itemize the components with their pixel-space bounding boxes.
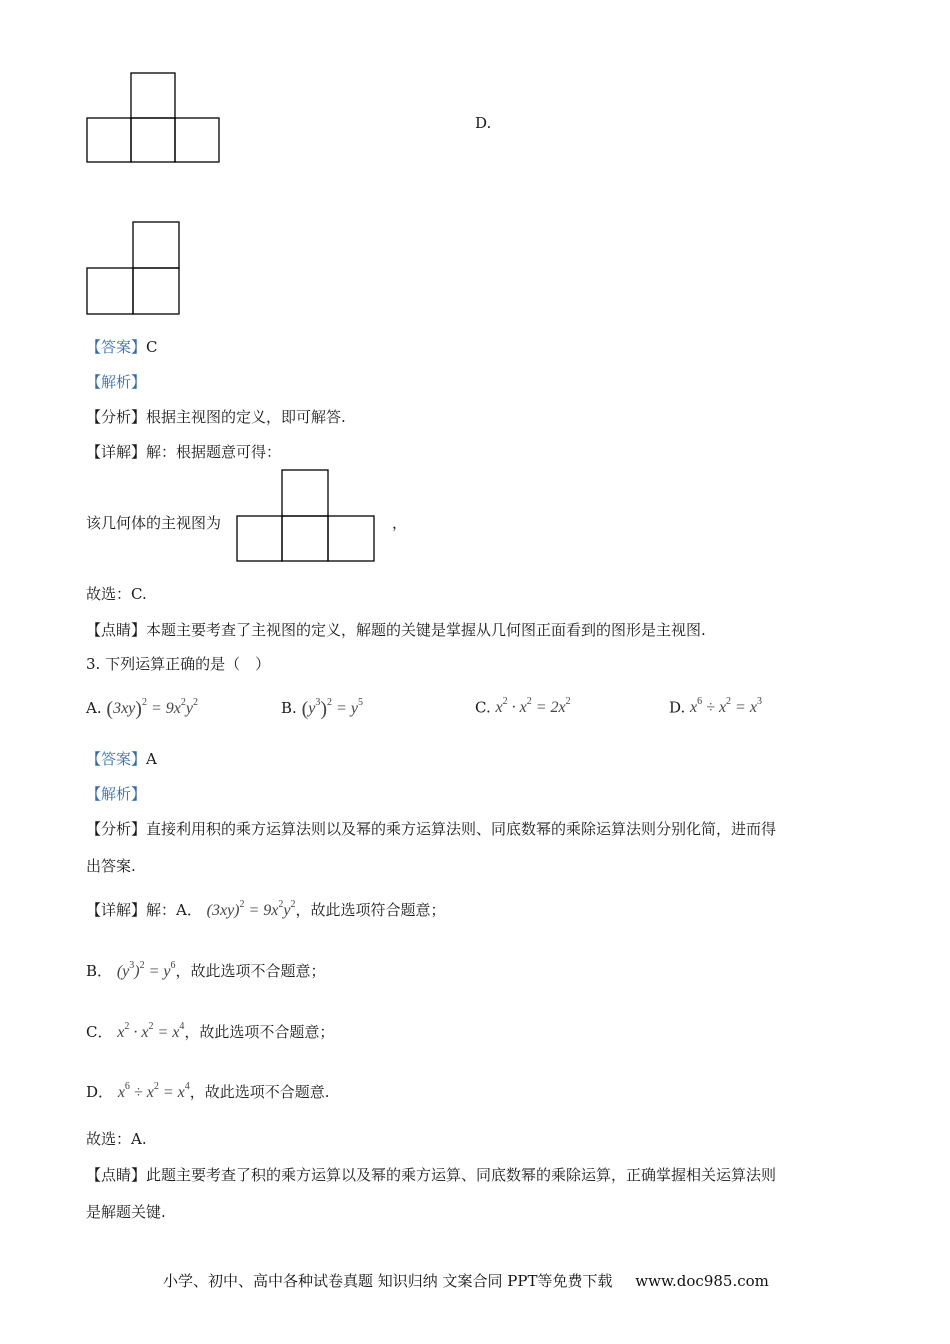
- option-d-label: D.: [475, 114, 492, 132]
- footer-text: 小学、初中、高中各种试卷真题 知识归纳 文案合同 PPT等免费下载: [163, 1272, 613, 1290]
- main-view-comma: ，: [392, 514, 408, 532]
- option-d-expr: $x^6 \div x^2 = x^3$: [690, 696, 762, 717]
- main-view-text: 该几何体的主视图为: [86, 514, 222, 532]
- dianjing-text: 本题主要考查了主视图的定义，解题的关键是掌握从几何图正面看到的图形是主视图.: [146, 621, 706, 639]
- analysis-tag: 【解析】: [86, 373, 147, 391]
- fenxi-text: 根据主视图的定义，即可解答.: [146, 408, 346, 426]
- option-c-label: C.: [475, 698, 491, 717]
- q2-xiangjie-line: [86, 441, 281, 462]
- xiangjie-text: 解：根据题意可得：: [146, 443, 282, 461]
- q3-dianjing-line1: [86, 1164, 776, 1185]
- fenxi-tag: 【分析】: [86, 408, 147, 426]
- answer-value: C: [146, 338, 158, 356]
- q3-xiangjie-tag: 【详解】: [86, 901, 147, 919]
- q2-fenxi-line: [86, 406, 346, 427]
- q3-xiangjie-a: [86, 899, 446, 920]
- xc-label: C．: [86, 1023, 113, 1041]
- q3-dianjing-line2: 是解题关键.: [86, 1203, 166, 1221]
- q3-xiangjie-b: [86, 960, 326, 981]
- xb-note: ，故此选项不合题意；: [175, 962, 326, 980]
- q3-option-c: [475, 698, 571, 717]
- q3-stem: 3. 下列运算正确的是（ ）: [86, 655, 271, 673]
- option-d-label-q3: D.: [669, 698, 686, 717]
- q3-analysis-tag: 【解析】: [86, 785, 147, 803]
- option-c-expr: $x^2 \cdot x^2 = 2x^2$: [495, 696, 571, 717]
- q3-xiangjie-c: [86, 1021, 334, 1042]
- q3-answer-value: A: [146, 750, 157, 768]
- q2-dianjing-line: [86, 619, 706, 640]
- q3-answer-tag: 【答案】: [86, 750, 147, 768]
- xd-expr: $x^6 \div x^2 = x^4$: [117, 1080, 190, 1101]
- option-c-figure: [86, 72, 222, 164]
- q3-dianjing-tag: 【点睛】: [86, 1166, 147, 1184]
- footer: [163, 1270, 769, 1291]
- q3-fenxi-tag: 【分析】: [86, 820, 147, 838]
- answer-tag: 【答案】: [86, 338, 147, 356]
- q3-fenxi-line2: 出答案.: [86, 857, 136, 875]
- xiangjie-tag: 【详解】: [86, 443, 147, 461]
- dianjing-tag: 【点睛】: [86, 621, 147, 639]
- q2-answer-line: [86, 336, 158, 357]
- xa-note: ，故此选项符合题意；: [295, 901, 446, 919]
- xd-label: D．: [86, 1083, 114, 1101]
- q3-choice: 故选：A.: [86, 1130, 147, 1148]
- main-view-figure: [236, 469, 376, 563]
- q3-fenxi-line1: [86, 818, 776, 839]
- xb-label: B．: [86, 962, 113, 980]
- q3-option-b: [281, 698, 363, 721]
- q3-fenxi-text: 直接利用积的乘方运算法则以及幂的乘方运算法则、同底数幂的乘除运算法则分别化简，进而得: [146, 820, 777, 838]
- xc-note: ，故此选项不合题意；: [184, 1023, 335, 1041]
- q3-option-d: [669, 698, 762, 717]
- option-d-figure: [86, 221, 182, 317]
- q3-dianjing-text: 此题主要考查了积的乘方运算以及幂的乘方运算、同底数幂的乘除运算，正确掌握相关运算法则: [146, 1166, 777, 1184]
- q3-option-a: [86, 698, 198, 721]
- footer-site[interactable]: www.doc985.com: [635, 1272, 769, 1290]
- xd-note: ，故此选项不合题意.: [189, 1083, 330, 1101]
- option-b-label: B.: [281, 699, 297, 717]
- xc-expr: $x^2 \cdot x^2 = x^4$: [117, 1020, 185, 1041]
- q3-answer-line: [86, 748, 157, 769]
- q3-xiangjie-d: [86, 1081, 330, 1102]
- option-b-expr: $(y^3)^2 = y^5$: [301, 696, 363, 720]
- q3-xiangjie-prefix: 解：A．: [146, 901, 202, 919]
- xb-expr: $(y^3)^2 = y^6$: [116, 959, 176, 980]
- xa-expr: $(3xy)^2 = 9x^2y^2$: [206, 898, 296, 919]
- option-a-expr: $(3xy)^2 = 9x^2y^2$: [106, 696, 198, 720]
- option-a-label: A.: [86, 699, 102, 717]
- q2-choice: 故选：C.: [86, 585, 147, 603]
